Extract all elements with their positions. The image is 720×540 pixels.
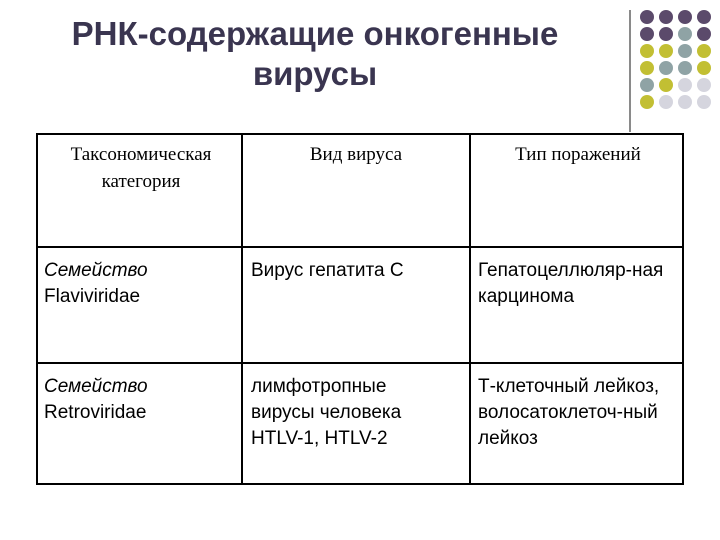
category-name: Flaviviridae bbox=[44, 286, 141, 307]
decorative-dot bbox=[659, 44, 673, 58]
category-name: Retroviridae bbox=[44, 402, 147, 423]
decorative-dot-grid bbox=[640, 10, 720, 120]
decorative-dot bbox=[678, 44, 692, 58]
header-lesion: Тип поражений bbox=[515, 144, 641, 165]
title-line-2: вирусы bbox=[252, 55, 378, 92]
decorative-dot bbox=[697, 44, 711, 58]
header-category: Таксономическая категория bbox=[70, 144, 212, 192]
decorative-dot bbox=[640, 44, 654, 58]
decorative-dot bbox=[697, 95, 711, 109]
table-row-2-virus: лимфотропные вирусы человека HTLV-1, HTLV-2 bbox=[251, 376, 402, 449]
decorative-dot bbox=[678, 78, 692, 92]
decorative-dot bbox=[640, 61, 654, 75]
decorative-dot bbox=[640, 27, 654, 41]
header-virus: Вид вируса bbox=[309, 144, 403, 165]
decorative-dot bbox=[697, 78, 711, 92]
decorative-dot bbox=[640, 78, 654, 92]
row-divider bbox=[38, 362, 682, 364]
table-row-2-category bbox=[44, 374, 238, 426]
decorative-dot bbox=[640, 95, 654, 109]
decorative-dot bbox=[659, 27, 673, 41]
table-row-1-virus: Вирус гепатита С bbox=[251, 260, 404, 281]
decorative-dot bbox=[659, 95, 673, 109]
category-prefix: Семейство bbox=[44, 376, 148, 397]
table-row-1-lesion: Гепатоцеллюляр-ная карцинома bbox=[478, 260, 664, 307]
decorative-dot bbox=[678, 27, 692, 41]
decorative-dot bbox=[640, 10, 654, 24]
decorative-dot bbox=[697, 10, 711, 24]
table-row-1-category bbox=[44, 258, 238, 310]
decorative-dot bbox=[659, 10, 673, 24]
decorative-dot bbox=[659, 78, 673, 92]
virus-table bbox=[36, 133, 684, 485]
column-divider bbox=[241, 135, 243, 483]
decorative-dot bbox=[697, 27, 711, 41]
decorative-dot bbox=[678, 95, 692, 109]
decorative-dot bbox=[659, 61, 673, 75]
row-divider bbox=[38, 246, 682, 248]
column-divider bbox=[469, 135, 471, 483]
title-divider bbox=[629, 10, 631, 132]
slide-title bbox=[20, 14, 610, 94]
table-row-2-lesion: Т-клеточный лейкоз, волосатоклеточ-ный лейкоз bbox=[478, 376, 660, 449]
decorative-dot bbox=[678, 61, 692, 75]
decorative-dot bbox=[678, 10, 692, 24]
title-line-1: РНК-содержащие онкогенные bbox=[71, 15, 559, 52]
decorative-dot bbox=[697, 61, 711, 75]
category-prefix: Семейство bbox=[44, 260, 148, 281]
